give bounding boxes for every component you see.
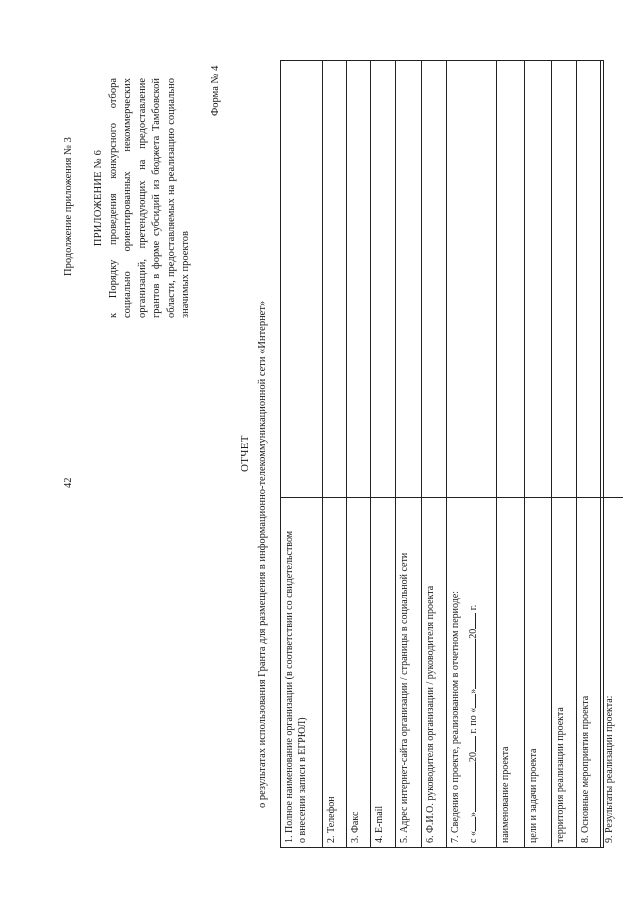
row-label-director: 6. Ф.И.О. руководителя организации / руководителя проекта — [422, 497, 446, 847]
table-row — [396, 61, 422, 847]
form-label: Форма № 4 — [210, 65, 221, 116]
value-cell-project-name[interactable] — [497, 61, 524, 497]
value-cell-results[interactable] — [601, 61, 623, 497]
value-cell-project-goals[interactable] — [525, 61, 551, 497]
page-number: 42 — [63, 477, 74, 488]
table-row — [552, 61, 577, 847]
row-label-project-goals: цели и задачи проекта — [525, 497, 551, 847]
table-row — [525, 61, 552, 847]
value-cell-phone[interactable] — [323, 61, 346, 497]
table-row — [497, 61, 525, 847]
table-row — [447, 61, 497, 847]
value-cell-main-activities[interactable] — [577, 61, 600, 497]
value-cell-fax[interactable] — [347, 61, 370, 497]
value-cell-project-info[interactable] — [447, 61, 496, 497]
table-row — [281, 61, 323, 847]
table-row — [371, 61, 396, 847]
report-form-table — [280, 60, 615, 848]
value-cell-email[interactable] — [371, 61, 395, 497]
report-subtitle: о результатах использования Гранта для размещения в информационно-телекоммуникационной сети «Интернет» — [257, 300, 268, 808]
row-label-fax: 3. Факс — [347, 497, 370, 847]
row-label-website: 5. Адрес интернет-сайта организации / страницы в социальной сети — [396, 497, 421, 847]
appendix-text: к Порядку проведения конкурсного отбора социально ориентированных некоммерческих организаций, претендующих на предоставление грантов в форме субсидий из бюджета Тамбовской области, предоставляемых на реализацию социально значимых проектов — [107, 78, 192, 318]
appendix-block — [94, 78, 194, 318]
report-title: ОТЧЕТ — [239, 435, 251, 472]
row-label-email: 4. E-mail — [371, 497, 395, 847]
appendix-title: ПРИЛОЖЕНИЕ № 6 — [93, 149, 104, 247]
value-cell-project-territory[interactable] — [552, 61, 576, 497]
row-label-project-name: наименование проекта — [497, 497, 524, 847]
table-row — [422, 61, 447, 847]
table-row — [347, 61, 371, 847]
table-row — [323, 61, 347, 847]
continuation-note: Продолжение приложения № 3 — [63, 137, 74, 276]
value-cell-organization-name[interactable] — [281, 61, 322, 497]
row-label-project-info: 7. Сведения о проекте, реализованном в отчетном периоде: — [450, 590, 461, 843]
row-label-phone: 2. Телефон — [323, 497, 346, 847]
row-label-project-period: с «»20 г. по «»20 г. — [468, 604, 479, 843]
value-cell-website[interactable] — [396, 61, 421, 497]
table-row — [577, 61, 601, 847]
row-label-organization-name: 1. Полное наименование организации (в соответствии со свидетельством — [284, 530, 295, 843]
row-label-organization-name-cont: о внесении записи в ЕГРЮЛ) — [297, 717, 308, 843]
table-row — [601, 61, 623, 847]
row-label-results: 9. Результаты реализации проекта: — [601, 497, 623, 847]
row-label-main-activities: 8. Основные мероприятия проекта — [577, 497, 600, 847]
row-label-project-territory: территория реализации проекта — [552, 497, 576, 847]
value-cell-director[interactable] — [422, 61, 446, 497]
